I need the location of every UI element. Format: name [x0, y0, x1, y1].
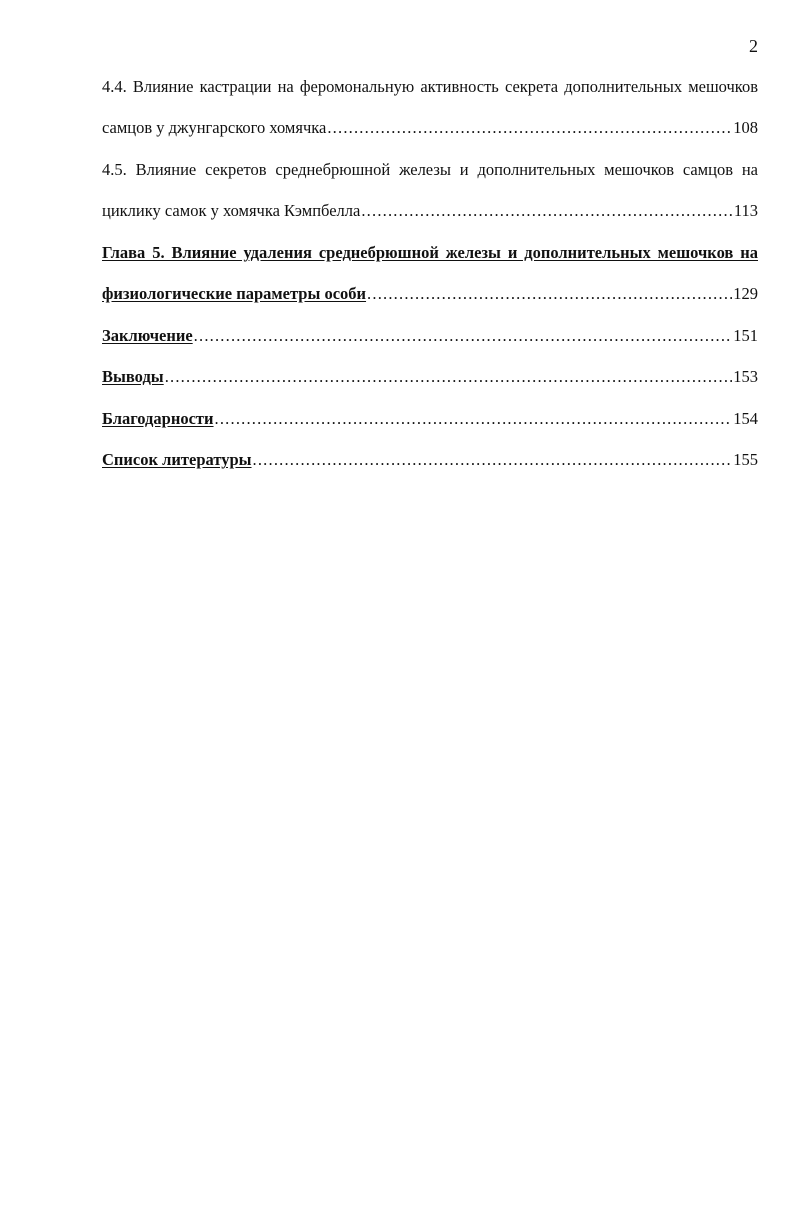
- toc-thanks-title: Благодарности: [102, 408, 214, 428]
- leader-dots: [367, 284, 732, 304]
- toc-references[interactable]: [102, 440, 758, 482]
- toc-chapter-5-page: 129: [733, 284, 758, 304]
- leader-dots: [361, 201, 733, 221]
- toc-entry-4-4-title: самцов у джунгарского хомячка: [102, 118, 327, 138]
- toc-conclusion[interactable]: [102, 315, 758, 357]
- leader-dots: [194, 326, 733, 346]
- toc-chapter-5-title: физиологические параметры особи: [102, 284, 367, 304]
- leader-dots: [165, 367, 733, 387]
- toc-references-page: 155: [733, 450, 758, 470]
- toc-entry-4-5-line-1: 4.5. Влияние секретов среднебрюшной железы и дополнительных мешочков самцов на: [102, 160, 758, 179]
- toc-entry-4-4-line-2[interactable]: [102, 108, 758, 150]
- toc-thanks[interactable]: [102, 398, 758, 440]
- toc-conclusion-title: Заключение: [102, 325, 193, 345]
- toc-thanks-page: 154: [733, 408, 758, 428]
- leader-dots: [253, 450, 733, 470]
- toc-entry-4-4-page: 108: [733, 118, 758, 138]
- leader-dots: [327, 118, 732, 138]
- toc-entry-4-4-line-1: 4.4. Влияние кастрации на феромональную активность секрета дополнительных мешочков: [102, 77, 758, 96]
- toc-references-title: Список литературы: [102, 450, 252, 470]
- toc-conclusion-page: 151: [733, 325, 758, 345]
- toc-findings-title: Выводы: [102, 367, 164, 387]
- toc-entry-4-5-line-2[interactable]: [102, 191, 758, 233]
- toc-entry-4-5-title: циклику самок у хомячка Кэмпбелла: [102, 201, 361, 221]
- page-number: 2: [749, 36, 758, 56]
- table-of-contents: [102, 66, 758, 481]
- toc-entry-4-5-page: 113: [733, 201, 758, 221]
- toc-chapter-5-line-1: Глава 5. Влияние удаления среднебрюшной железы и дополнительных мешочков на: [102, 243, 758, 262]
- toc-findings[interactable]: [102, 357, 758, 399]
- leader-dots: [215, 409, 733, 429]
- toc-chapter-5-line-2[interactable]: [102, 274, 758, 316]
- toc-findings-page: 153: [733, 367, 758, 387]
